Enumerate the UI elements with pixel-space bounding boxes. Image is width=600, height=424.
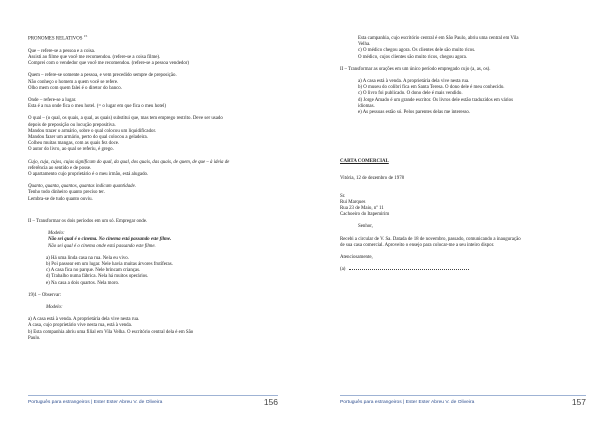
letter-title: CARTA COMERCIAL	[340, 159, 389, 165]
exercise-intro: II – Transformar os dois períodos em um só. Empregar onde.	[28, 218, 148, 224]
section-title: PRONOMES RELATIVOS $^{15}$	[28, 34, 88, 42]
transform-item: b) O museu do colibri fica em Santa Teresa. O dono dele é meu conhecido.	[358, 85, 505, 91]
letter-greeting: Senhor,	[358, 224, 373, 230]
rule-quem: Quem – refere-se somente a pessoa, e vem precedido sempre de preposição. Não conheço o homem a quem você se refere. Olho mem com quem falei é o diretor do banco.	[28, 73, 177, 91]
observe-list	[28, 317, 278, 342]
page-number: 156	[263, 397, 278, 407]
transform-item: d) Jorge Amado é um grande escritor. Os livros dele estão traduzidos em vários	[358, 97, 514, 103]
letter-body: Recebi a circular de V. Sa. Datada de 18 de novembro, passado, comunicando a inauguração de sua casa comercial. Aproveito o ensejo para colocar-me a seu inteiro dispor.	[340, 236, 521, 248]
right-footer	[340, 395, 586, 410]
right-page-content	[340, 36, 585, 273]
letter-salutation-to: Sr.	[340, 193, 346, 199]
exercise-item: c) A casa fica no parque. Nele brincam crianças.	[46, 268, 141, 274]
observe-heading: 19)1 – Observar:	[28, 292, 62, 298]
model-label: Modelo:	[48, 231, 65, 237]
rule-o-qual: O qual – (o qual, os quais, a qual, as quais) substitui que, mas tem emprego restrito. Deve ser usado depois de preposição ou locução prepositiva. Mandou trazer o armário, sobre o qual colocou um liquidificador. Mandou fazer um armário, perto do qual colocou a geladeira. Colheu muitas mangas, com as quais fez doce. O autor do livro, ao qual se referiu, é grego.	[28, 116, 223, 153]
letter-closing: Atenciosamente,	[340, 255, 373, 261]
exercise-item: d) Trabalho numa fábrica. Nela há muitos operários.	[46, 274, 149, 280]
right-page	[300, 0, 600, 424]
exercise-list	[28, 256, 278, 287]
transform-item: c) O livro foi publicado. O dono dele é mais vendido.	[358, 91, 463, 97]
footer-text: Português para estrangeiros | Ester Ester Abreu V. de Oliveira	[28, 400, 163, 405]
rule-que: Que – refere-se a pessoa e a coisa. Assisti ao filme que você me recomendou. (refere-se a coisa filme). Comprei com o vendedor que você me recomendou. (refere-se a pessoa vendedor)	[28, 48, 190, 67]
observe-item: a) A casa está à venda. A proprietária dela vive nesta rua.	[28, 317, 140, 323]
transform-item: e) As pessoas estão só. Pelos parentes delas me interesso.	[358, 110, 471, 116]
letter-date: Vitória, 12 de dezembro de 1978	[340, 176, 405, 182]
observe-item: Paulo.	[28, 335, 41, 341]
exercise-item: b) Poi passear em um lugar. Nele havia muitas árvores frutíferas.	[46, 261, 173, 267]
page-number: 157	[571, 397, 586, 407]
transform-intro: II – Transformar as orações em um único período empregado cujo (a, as, os).	[340, 66, 491, 72]
transform-item: a) A casa está à venda. A proprietária dela vive nesta rua.	[358, 79, 470, 85]
model-sentence-1: Não sei qual é o cinema. No cinema está passando este filme.	[48, 237, 172, 243]
model-sentence-2: Não sei qual é o cinema onde está passando este filme.	[48, 243, 156, 249]
rule-quanto: Quanto, quanta, quantos, quantas indicam quantidade. Tenho todo dinheiro quanto preciso ter. Lembra-se de tudo quanto ouviu.	[28, 184, 136, 202]
left-page-content	[28, 36, 278, 342]
letter-recipient: Rui Marques Rua 23 de Maio, nº 11 Cachoeiro do Itapemirim	[340, 199, 390, 218]
observe-item: A casa, cujo proprietário vive nesta rua, está à venda.	[28, 323, 133, 329]
transform-item: idiomas.	[358, 103, 375, 109]
rule-onde: Onde – refere-se a lugar. Esta é a rua onde fica o meu hotel. (= o lugar em que fica o meu hotel)	[28, 98, 167, 110]
continued-examples: Esta campanhia, cujo escritório central é em São Paulo, abriu uma central em Vila Velha. c) O médico chegou agora. Os clientes dele são muito ricos. O médico, cujos clientes são muito ricos, chegou agora.	[358, 36, 519, 60]
letter-signature: (a)	[340, 267, 585, 273]
left-footer	[28, 395, 278, 410]
model-label-2: Modelo:	[46, 304, 63, 310]
exercise-item: e) Na casa a dois quartos. Nela moro.	[46, 280, 120, 286]
signature-line	[349, 269, 469, 270]
exercise-item: a) Há uma linda casa na rua. Nela eu vivo.	[46, 255, 129, 261]
footnote-marker: 15	[83, 34, 88, 38]
rule-cujo: Cujo, cuja, cujos, cujas significam do qual, da qual, dos quais, das quais, de quem, de que – à ideia de referência ao sentido e de posse. O apartamento cujo proprietário é o meu irmão, está alugado.	[28, 159, 230, 178]
footer-text: Português para estrangeiros | Ester Ester Abreu V. de Oliveira	[340, 400, 475, 405]
transform-list	[340, 79, 585, 116]
observe-item: b) Esta companhia abriu uma filial em Vila Velha. O escritório central dela é em São	[28, 329, 194, 335]
